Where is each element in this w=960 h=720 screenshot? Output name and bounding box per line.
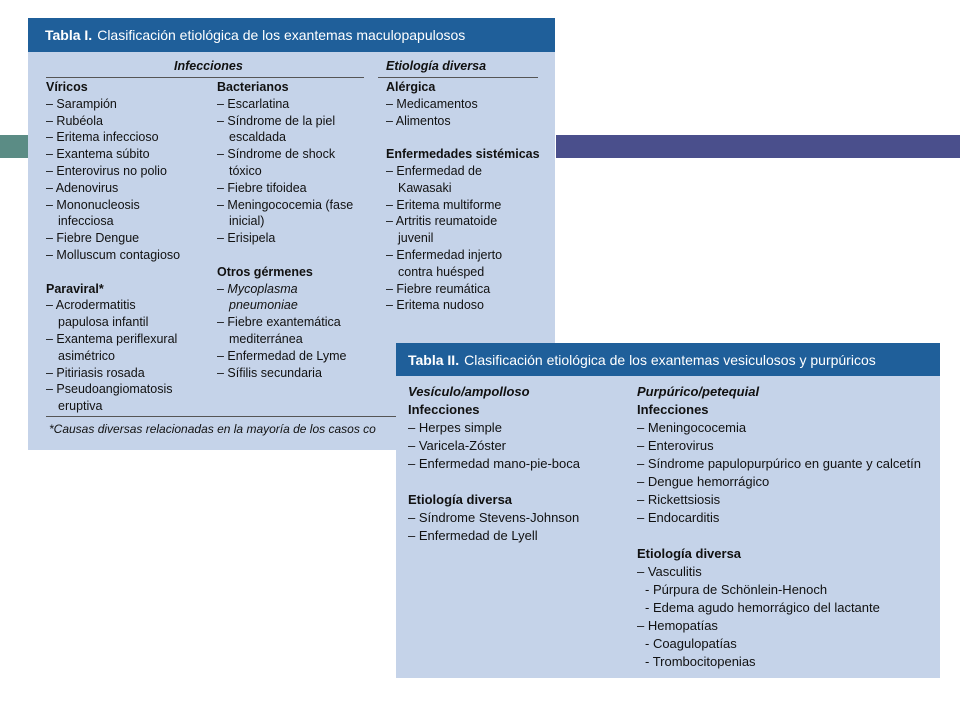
list-item: - Púrpura de Schönlein-Henoch [645,582,828,597]
list-item: – Escarlatina [217,96,290,111]
list-item: - Coagulopatías [645,636,737,651]
section-heading: Bacterianos [217,80,289,94]
list-item: – Síndrome Stevens-Johnson [408,510,580,525]
list-item: – Fiebre Dengue [46,231,140,246]
spacer [46,264,180,281]
list-item: – Rickettsiosis [637,492,721,507]
list-item: mediterránea [229,331,303,346]
list-item: - Edema agudo hemorrágico del lactante [645,600,880,615]
list-item: – Fiebre exantemática [217,315,341,330]
decorative-bar-teal [0,135,28,158]
list-item: – Exantema súbito [46,147,150,162]
list-item: – Meningococemia [637,420,747,435]
list-item: – Varicela-Zóster [408,438,507,453]
section-heading: Etiología diversa [408,492,513,507]
column-heading: Vesículo/ampolloso [408,384,530,399]
list-item: pneumoniae [229,298,298,313]
table-2-card [396,343,940,678]
list-item: – Meningococemia (fase [217,197,354,212]
list-item: – Enterovirus [637,438,714,453]
group-rule-etiologia [378,77,538,78]
list-item: – Eritema infeccioso [46,130,159,145]
list-item: – Dengue hemorrágico [637,474,770,489]
spacer [637,527,921,545]
group-rule-infecciones [46,77,364,78]
table-2-label: Tabla II. [408,351,460,368]
list-item: – Alimentos [386,113,451,128]
list-item: – Exantema periflexural [46,331,178,346]
section-heading: Alérgica [386,80,436,94]
list-item: – Mycoplasma [217,281,298,296]
list-item: inicial) [229,214,265,229]
decorative-bar-purple [556,135,960,158]
table-1-column-viral [46,79,180,415]
section-heading: Víricos [46,80,88,94]
list-item: – Erisipela [217,231,276,246]
list-item: – Sífilis secundaria [217,365,322,380]
table-1-column-bacterial [217,79,353,381]
table-2-column-purpuric [637,383,921,671]
section-heading: Paraviral* [46,281,104,296]
list-item: – Sarampión [46,96,117,111]
section-heading: Etiología diversa [637,546,742,561]
table-2-column-vesicular [408,383,580,545]
list-item: – Enfermedad de [386,163,482,178]
section-heading: Infecciones [408,402,480,417]
list-item: – Enterovirus no polio [46,163,167,178]
spacer [386,129,540,146]
list-item: tóxico [229,163,262,178]
table-1-title: Clasificación etiológica de los exantemas maculopapulosos [97,27,466,43]
list-item: – Vasculitis [637,564,702,579]
list-item: – Pitiriasis rosada [46,365,145,380]
list-item: – Fiebre reumática [386,281,491,296]
list-item: – Endocarditis [637,510,720,525]
list-item: juvenil [398,231,434,246]
group-head-infecciones: Infecciones [174,59,243,73]
list-item: – Acrodermatitis [46,298,136,313]
list-item: – Hemopatías [637,618,718,633]
section-heading: Infecciones [637,402,709,417]
list-item: Kawasaki [398,180,452,195]
table-2-title: Clasificación etiológica de los exantemas vesiculosos y purpúricos [464,351,876,368]
list-item: escaldada [229,130,286,145]
list-item: – Síndrome de la piel [217,113,336,128]
list-item: – Fiebre tifoidea [217,180,307,195]
list-item: – Medicamentos [386,96,478,111]
list-item: – Enfermedad injerto [386,247,503,262]
list-item: – Síndrome de shock [217,147,336,162]
list-item: – Mononucleosis [46,197,140,212]
list-item: – Artritis reumatoide [386,214,498,229]
section-heading: Otros gérmenes [217,264,313,279]
list-item: – Adenovirus [46,180,119,195]
table-1-header [28,18,555,52]
table-1-column-diverse [386,79,540,314]
list-item: – Eritema nudoso [386,298,484,313]
list-item: – Enfermedad mano-pie-boca [408,456,580,471]
list-item: eruptiva [58,399,103,414]
list-item: – Rubéola [46,113,103,128]
list-item: infecciosa [58,214,114,229]
list-item: contra huésped [398,264,485,279]
spacer [408,473,580,491]
table-1-footnote: *Causas diversas relacionadas en la mayoría de los casos co [49,422,376,436]
group-head-etiologia: Etiología diversa [386,59,487,73]
list-item: – Herpes simple [408,420,502,435]
list-item: – Síndrome papulopurpúrico en guante y calcetín [637,456,922,471]
table-2-header [396,343,940,376]
spacer [217,247,353,264]
list-item: – Enfermedad de Lyme [217,348,347,363]
list-item: – Eritema multiforme [386,197,502,212]
list-item: – Enfermedad de Lyell [408,528,538,543]
list-item: asimétrico [58,348,115,363]
table-1-label: Tabla I. [45,27,93,43]
column-heading: Purpúrico/petequial [637,384,760,399]
list-item: papulosa infantil [58,315,149,330]
list-item: – Molluscum contagioso [46,247,181,262]
list-item: - Trombocitopenias [645,654,756,669]
list-item: – Pseudoangiomatosis [46,382,173,397]
section-heading: Enfermedades sistémicas [386,147,540,162]
